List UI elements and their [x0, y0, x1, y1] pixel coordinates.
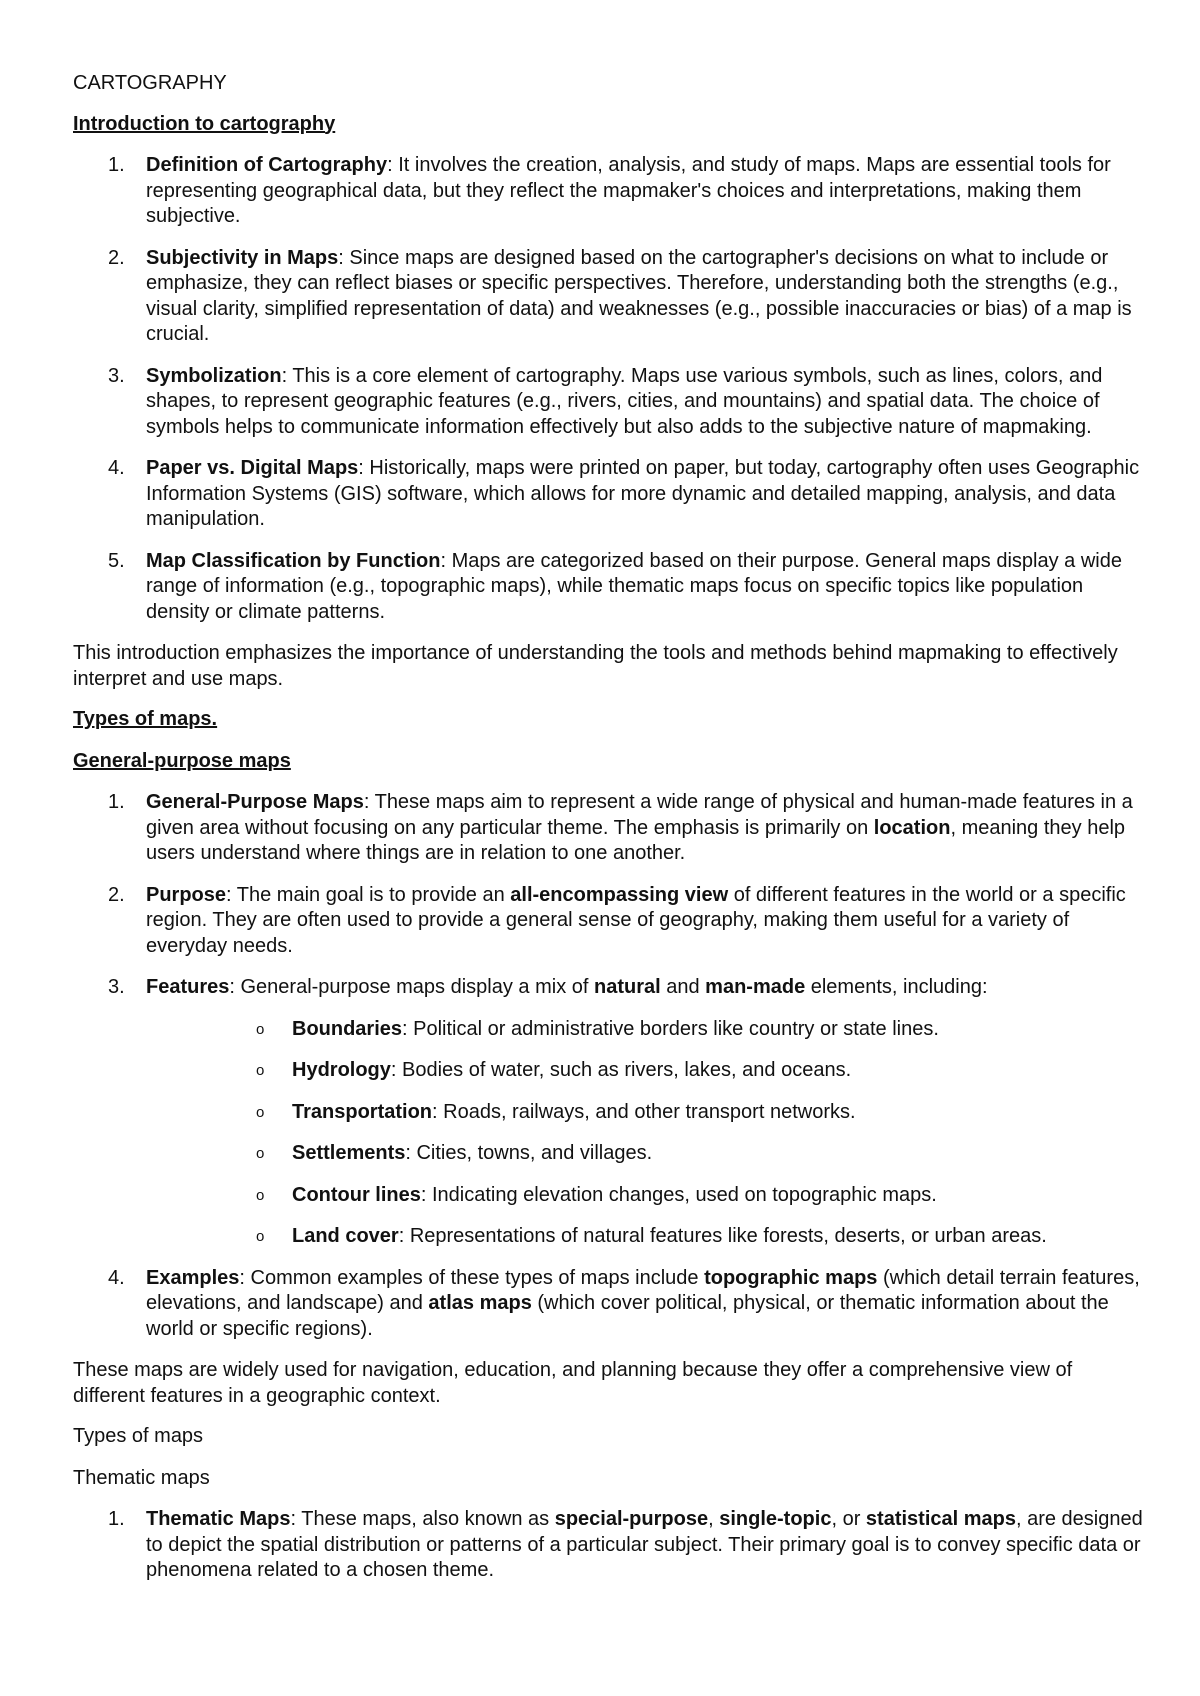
bullet-text: : Bodies of water, such as rivers, lakes, and oceans. — [390, 1059, 852, 1081]
bullet-marker: o — [256, 1145, 265, 1162]
item-emphasis: location — [873, 816, 951, 839]
item-text: , or — [831, 1508, 866, 1530]
item-text: : General-purpose maps display a mix of — [229, 976, 594, 998]
bullet-marker: o — [256, 1103, 265, 1121]
item-number: 1. — [108, 1508, 125, 1530]
item-text: (which detail terrain features, elevations, and landscape) and — [146, 1266, 1140, 1314]
item-text: of different features in the world or a specific region. They are often used to provide a general sense of geography, making them useful for a variety of everyday needs. — [146, 883, 1126, 957]
bullet-term: Boundaries — [292, 1017, 403, 1040]
list-item — [73, 790, 1143, 867]
features-bullet-list — [146, 1017, 1143, 1250]
item-term: Subjectivity in Maps — [146, 246, 339, 269]
item-term: Map Classification by Function — [146, 549, 441, 572]
item-text: and — [660, 976, 706, 998]
bullet-text: : Representations of natural features like forests, deserts, or urban areas. — [398, 1225, 1047, 1247]
intro-summary: This introduction emphasizes the importance of understanding the tools and methods behind mapmaking to effectively interpret and use maps. — [73, 642, 1118, 690]
bullet-item — [146, 1058, 1143, 1084]
item-number: 2. — [108, 883, 125, 906]
list-item — [73, 364, 1143, 441]
bullet-item — [146, 1100, 1143, 1126]
bullet-marker: o — [256, 1186, 265, 1204]
bullet-text: : Indicating elevation changes, used on topographic maps. — [420, 1183, 937, 1206]
general-summary: These maps are widely used for navigation, education, and planning because they offer a comprehensive view of different features in a geographic context. — [73, 1359, 1073, 1407]
item-emphasis: topographic maps — [704, 1266, 878, 1289]
bullet-item — [146, 1224, 1143, 1250]
item-text: , — [708, 1508, 720, 1530]
item-term: General-Purpose Maps — [146, 791, 364, 813]
item-number: 3. — [108, 364, 125, 387]
item-number: 4. — [108, 457, 125, 479]
item-text: : Maps are categorized based on their purpose. General maps display a wide range of information (e.g., topographic maps), while thematic maps focus on specific topics like population density or climate patterns. — [146, 549, 1122, 623]
item-term: Paper vs. Digital Maps — [146, 457, 359, 479]
bullet-term: Settlements — [292, 1142, 406, 1164]
types-plain-heading: Types of maps — [73, 1425, 204, 1447]
item-emphasis: natural — [593, 976, 661, 998]
item-term: Examples — [146, 1266, 240, 1289]
bullet-marker: o — [256, 1228, 265, 1245]
bullet-text: : Political or administrative borders like country or state lines. — [402, 1017, 939, 1040]
item-number: 1. — [108, 791, 125, 813]
list-item — [73, 1266, 1143, 1343]
bullet-text: : Cities, towns, and villages. — [405, 1142, 653, 1164]
item-text: , are designed to depict the spatial distribution or patterns of a particular subject. Their primary goal is to convey specific data or phenomena related to a chosen theme. — [146, 1508, 1143, 1581]
item-text: (which cover political, physical, or thematic information about the world or specific regions). — [146, 1292, 1109, 1340]
bullet-text: : Roads, railways, and other transport networks. — [432, 1100, 856, 1123]
bullet-item — [146, 1183, 1143, 1209]
item-text: : This is a core element of cartography. Maps use various symbols, such as lines, colors, and shapes, to represent geographic features (e.g., rivers, cities, and mountains) and spatial data. The choice of symbols helps to communicate information effectively but also adds to the subjective nature of mapmaking. — [146, 364, 1103, 438]
list-item — [73, 883, 1143, 960]
item-text: : Common examples of these types of maps include — [239, 1266, 705, 1289]
item-number: 4. — [108, 1266, 125, 1289]
intro-heading: Introduction to cartography — [73, 112, 336, 135]
item-text: : The main goal is to provide an — [226, 883, 511, 906]
item-term: Thematic Maps — [146, 1508, 291, 1530]
item-emphasis: all-encompassing view — [510, 883, 729, 906]
general-list — [73, 790, 1143, 1342]
item-number: 2. — [108, 246, 125, 269]
item-emphasis: statistical maps — [865, 1508, 1016, 1530]
item-text: , meaning they help users understand where things are in relation to one another. — [146, 816, 1126, 864]
document-page — [73, 71, 1143, 1600]
item-text: elements, including: — [805, 976, 988, 998]
bullet-term: Hydrology — [292, 1059, 391, 1081]
list-item — [73, 975, 1143, 1250]
item-text: : Since maps are designed based on the cartographer's decisions on what to include or emphasize, they can reflect biases or specific perspectives. Therefore, understanding both the strengths (e.g., visual clarity, simplified representation of data) and weaknesses (e.g., possible inaccuracies or bias) of a map is crucial. — [146, 246, 1132, 345]
item-emphasis: special-purpose — [554, 1508, 709, 1530]
document-title: CARTOGRAPHY — [73, 72, 227, 94]
item-term: Definition of Cartography — [146, 154, 388, 176]
item-text: : These maps, also known as — [290, 1508, 555, 1530]
list-item — [73, 549, 1143, 626]
bullet-item — [146, 1017, 1143, 1043]
bullet-marker: o — [256, 1062, 265, 1079]
item-emphasis: single-topic — [719, 1508, 832, 1530]
bullet-term: Contour lines — [292, 1183, 421, 1206]
item-number: 3. — [108, 976, 125, 998]
item-text: : Historically, maps were printed on paper, but today, cartography often uses Geographic Information Systems (GIS) software, which allows for more dynamic and detailed mapping, analysis, and data manipulation. — [146, 457, 1140, 530]
bullet-item — [146, 1141, 1143, 1167]
item-term: Features — [146, 976, 230, 998]
item-text: : These maps aim to represent a wide range of physical and human-made features in a given area without focusing on any particular theme. The emphasis is primarily on — [146, 791, 1133, 839]
list-item — [73, 153, 1143, 230]
types-heading: Types of maps. — [73, 708, 218, 730]
item-number: 1. — [108, 154, 125, 176]
item-text: : It involves the creation, analysis, and study of maps. Maps are essential tools for representing geographical data, but they reflect the mapmaker's choices and interpretations, making them subjective. — [146, 154, 1111, 227]
bullet-term: Land cover — [292, 1225, 399, 1247]
item-emphasis: atlas maps — [428, 1292, 532, 1314]
thematic-list — [73, 1507, 1143, 1584]
thematic-heading: Thematic maps — [73, 1466, 210, 1489]
item-emphasis: man-made — [705, 976, 806, 998]
item-term: Purpose — [146, 883, 227, 906]
bullet-term: Transportation — [292, 1100, 433, 1123]
item-term: Symbolization — [146, 364, 282, 387]
list-item — [73, 1507, 1143, 1584]
list-item — [73, 456, 1143, 533]
item-number: 5. — [108, 549, 125, 572]
general-heading: General-purpose maps — [73, 749, 291, 772]
list-item — [73, 246, 1143, 348]
intro-list — [73, 153, 1143, 625]
bullet-marker: o — [256, 1020, 265, 1038]
